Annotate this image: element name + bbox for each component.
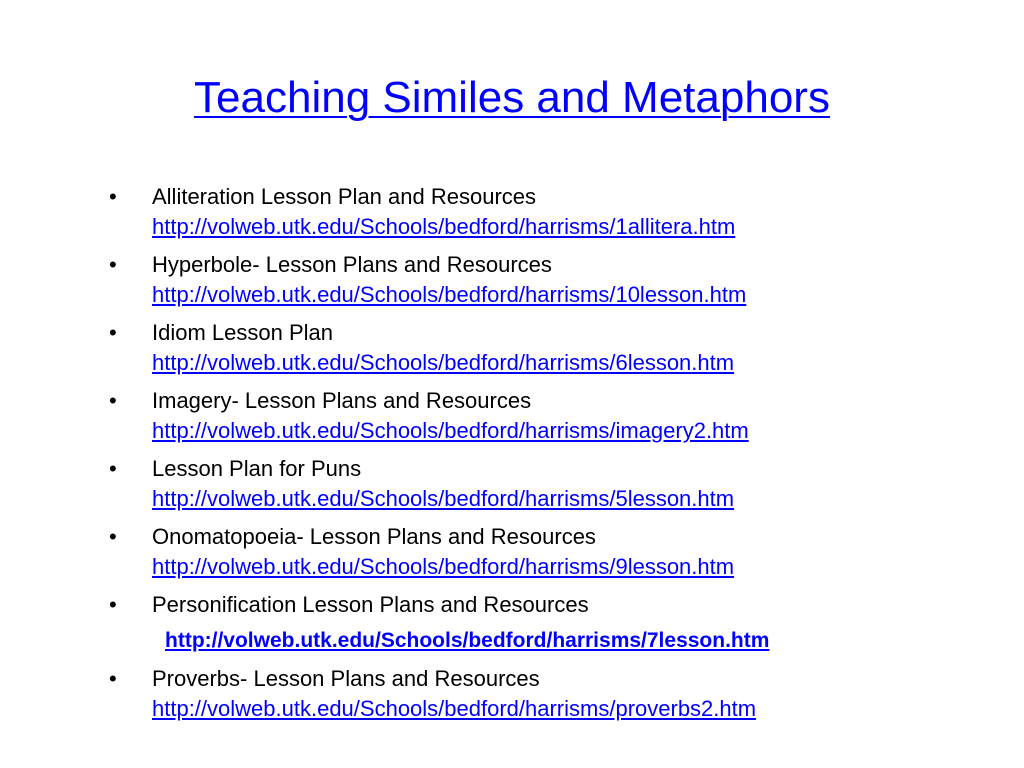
item-label: Hyperbole- Lesson Plans and Resources xyxy=(152,252,552,277)
resource-link[interactable]: http://volweb.utk.edu/Schools/bedford/harrisms/10lesson.htm xyxy=(152,282,747,307)
bullet-icon: • xyxy=(109,592,117,617)
list-item-imagery xyxy=(108,385,988,446)
item-label: Lesson Plan for Puns xyxy=(152,456,362,481)
list-item-idiom xyxy=(108,317,988,378)
resource-link[interactable]: http://volweb.utk.edu/Schools/bedford/harrisms/proverbs2.htm xyxy=(152,696,757,721)
bullet-icon: • xyxy=(109,252,117,277)
resource-link[interactable]: http://volweb.utk.edu/Schools/bedford/harrisms/9lesson.htm xyxy=(152,554,735,579)
resource-link[interactable]: http://volweb.utk.edu/Schools/bedford/harrisms/6lesson.htm xyxy=(152,350,735,375)
resource-link[interactable]: http://volweb.utk.edu/Schools/bedford/harrisms/1allitera.htm xyxy=(152,214,736,239)
list-item-proverbs xyxy=(108,663,988,724)
list-item-alliteration xyxy=(108,181,988,242)
bullet-icon: • xyxy=(109,456,117,481)
list-item-personification xyxy=(108,589,988,656)
bullet-icon: • xyxy=(109,388,117,413)
item-label: Proverbs- Lesson Plans and Resources xyxy=(152,666,540,691)
list-item-puns xyxy=(108,453,988,514)
bullet-icon: • xyxy=(109,320,117,345)
item-label: Personification Lesson Plans and Resources xyxy=(152,592,589,617)
bullet-icon: • xyxy=(109,184,117,209)
item-label: Onomatopoeia- Lesson Plans and Resources xyxy=(152,524,596,549)
resource-link[interactable]: http://volweb.utk.edu/Schools/bedford/harrisms/imagery2.htm xyxy=(152,418,749,443)
item-label: Alliteration Lesson Plan and Resources xyxy=(152,184,537,209)
resource-link[interactable]: http://volweb.utk.edu/Schools/bedford/harrisms/7lesson.htm xyxy=(165,629,770,652)
list-item-onomatopoeia xyxy=(108,521,988,582)
item-label: Idiom Lesson Plan xyxy=(152,320,333,345)
resource-list xyxy=(108,181,988,731)
slide-title-link[interactable]: Teaching Similes and Metaphors xyxy=(194,73,830,122)
resource-link[interactable]: http://volweb.utk.edu/Schools/bedford/harrisms/5lesson.htm xyxy=(152,486,735,511)
bullet-icon: • xyxy=(109,666,117,691)
list-item-hyperbole xyxy=(108,249,988,310)
bullet-icon: • xyxy=(109,524,117,549)
item-label: Imagery- Lesson Plans and Resources xyxy=(152,388,532,413)
